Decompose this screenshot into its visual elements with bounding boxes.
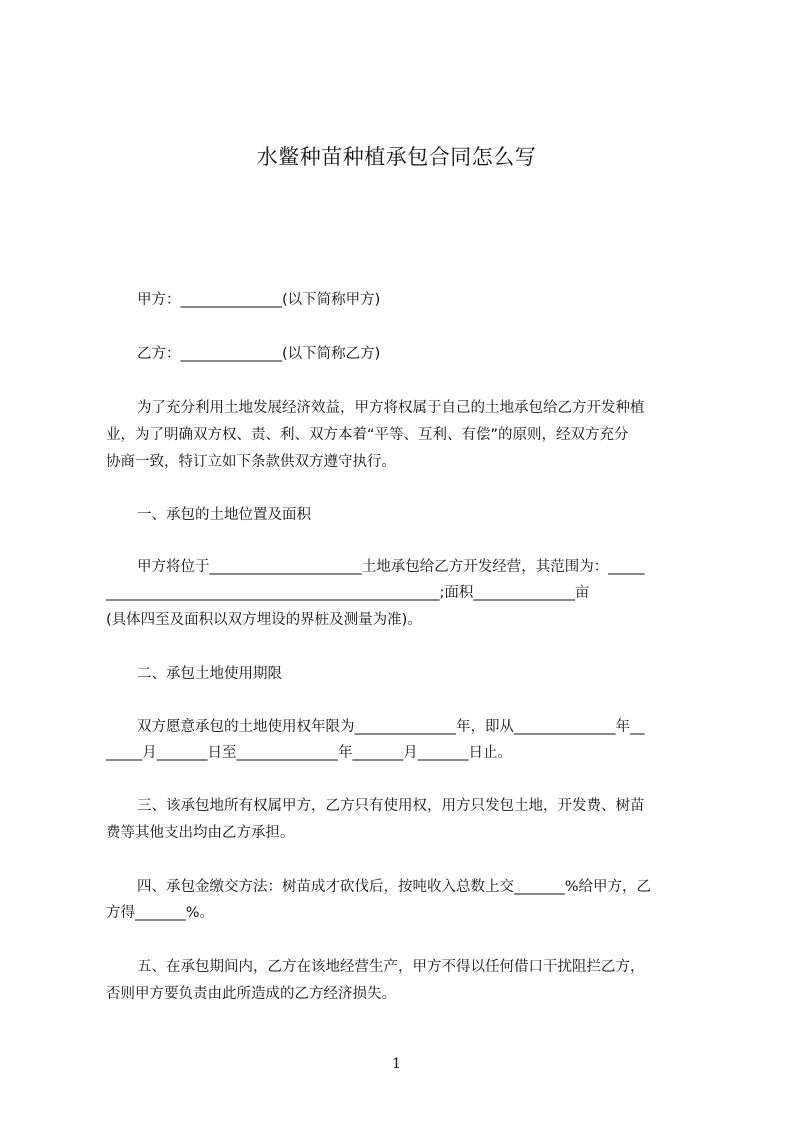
page-number: 1 <box>392 1056 401 1072</box>
preamble-line-3: 协商一致，特订立如下条款供双方遵守执行。 <box>106 454 396 470</box>
party-b-line: 乙方：______________(以下简称乙方) <box>137 346 381 362</box>
section-2-line-2: _____月_______日至______________年_______月_______日止。 <box>106 745 512 761</box>
section-1-heading: 一、承包的土地位置及面积 <box>137 507 311 523</box>
section-2-line-1: 双方愿意承包的土地使用权年限为______________年，即从______________年__ <box>137 719 645 735</box>
section-1-line-1: 甲方将位于_____________________土地承包给乙方开发经营，其范围为：_____ <box>137 559 645 575</box>
section-3-line-1: 三、该承包地所有权属甲方，乙方只有使用权，用方只发包土地，开发费、树苗 <box>137 798 645 814</box>
section-5-line-1: 五、在承包期间内，乙方在该地经营生产，甲方不得以任何借口干扰阻拦乙方， <box>137 959 645 975</box>
section-4-line-2: 方得_______%。 <box>106 905 215 921</box>
document-title: 水鳖种苗种植承包合同怎么写 <box>256 145 537 169</box>
section-1-line-2: ______________________________________________;面积______________亩 <box>106 585 590 601</box>
preamble-line-1: 为了充分利用土地发展经济效益，甲方将权属于自己的土地承包给乙方开发种植 <box>137 400 645 416</box>
preamble-line-2: 业，为了明确双方权、责、利、双方本着“平等、互利、有偿”的原则，经双方充分 <box>106 427 629 443</box>
section-2-heading: 二、承包土地使用期限 <box>137 666 282 682</box>
section-3-line-2: 费等其他支出均由乙方承担。 <box>106 825 295 841</box>
section-1-line-3: (具体四至及面积以双方埋设的界桩及测量为准)。 <box>106 612 422 628</box>
section-4-line-1: 四、承包金缴交方法：树苗成才砍伐后，按吨收入总数上交_______%给甲方，乙 <box>137 879 652 895</box>
section-5-line-2: 否则甲方要负责由此所造成的乙方经济损失。 <box>106 986 396 1002</box>
party-a-line: 甲方：______________(以下简称甲方) <box>137 292 381 308</box>
